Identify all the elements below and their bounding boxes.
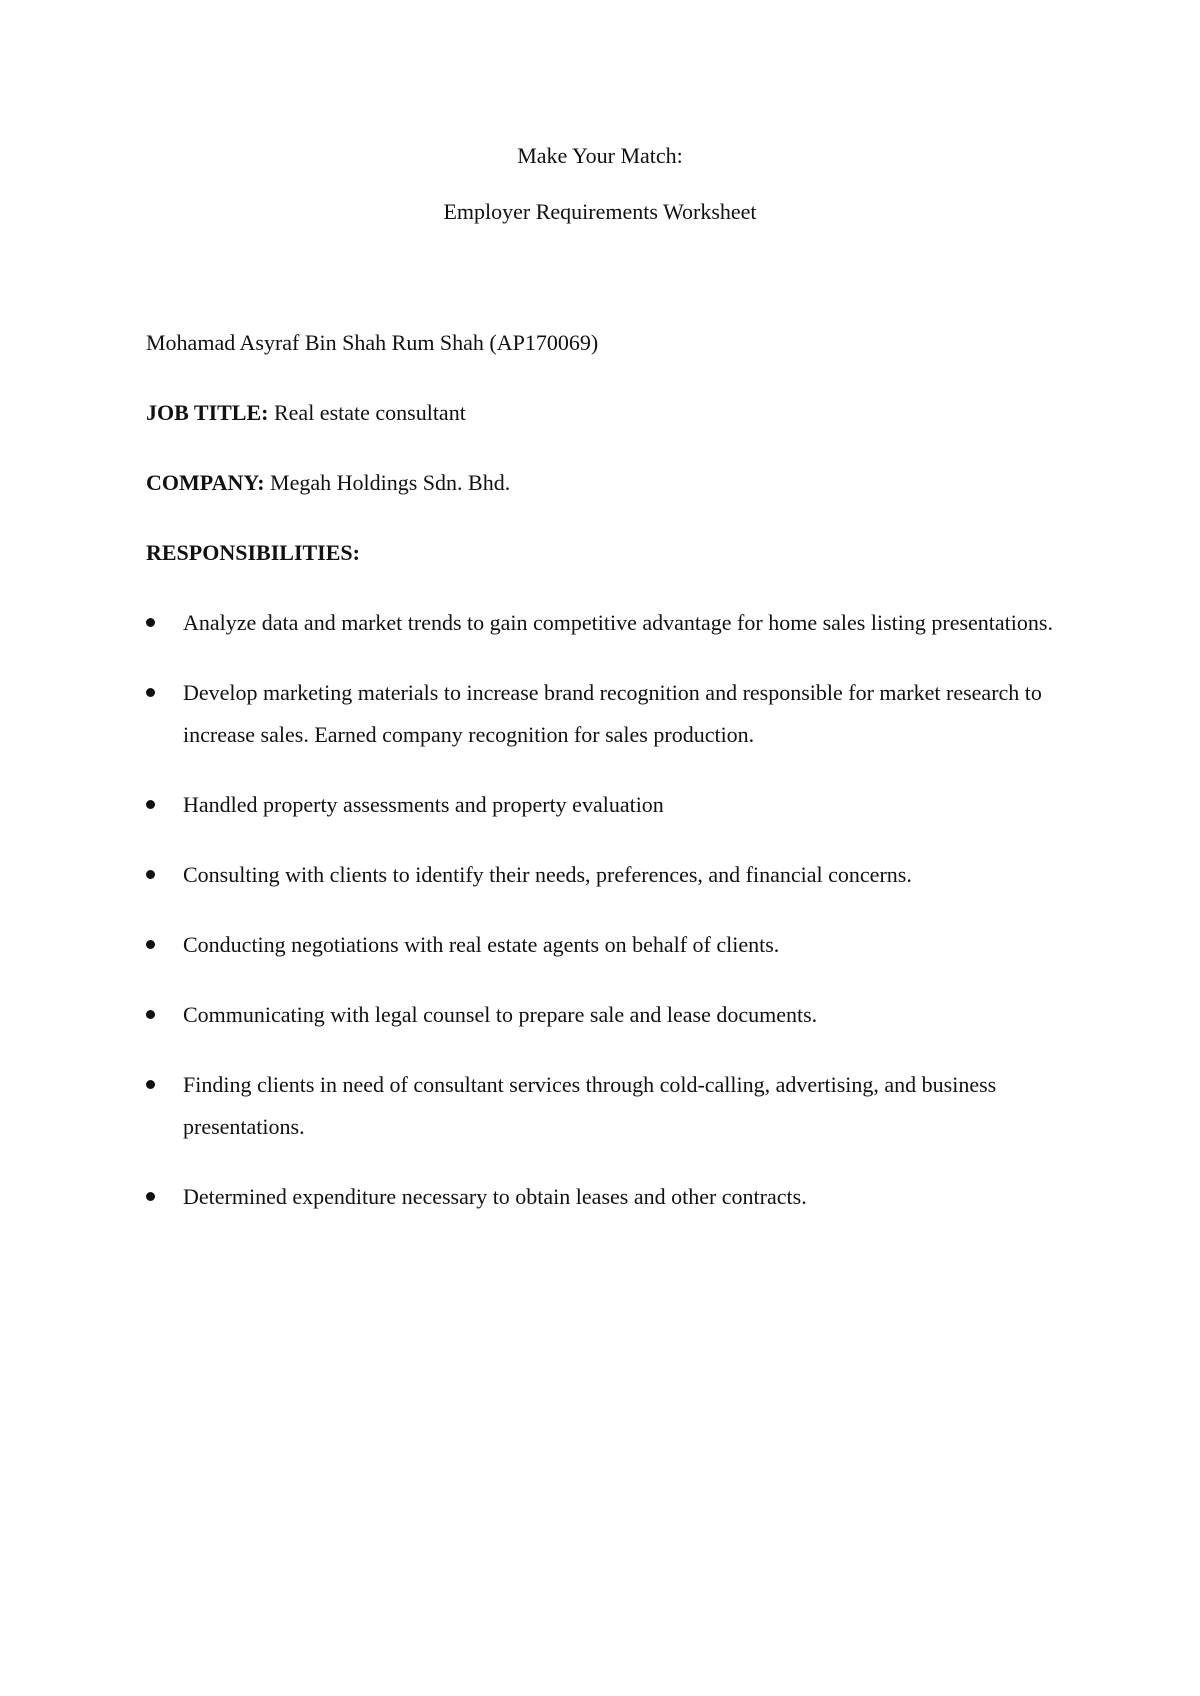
list-item-text: Determined expenditure necessary to obtain leases and other contracts.: [183, 1184, 807, 1209]
list-item-text: Consulting with clients to identify their needs, preferences, and financial concerns.: [183, 862, 912, 887]
bullet-icon: [146, 800, 155, 809]
company-line: [146, 470, 1056, 496]
list-item: [146, 784, 1056, 826]
job-title-line: [146, 400, 1056, 426]
job-title-value: Real estate consultant: [273, 400, 466, 425]
bullet-icon: [146, 1010, 155, 1019]
bullet-icon: [146, 870, 155, 879]
student-name: Mohamad Asyraf Bin Shah Rum Shah (AP170069): [146, 330, 599, 355]
bullet-icon: [146, 618, 155, 627]
responsibilities-list: [146, 602, 1056, 1218]
list-item-text: Handled property assessments and property evaluation: [183, 792, 664, 817]
bullet-icon: [146, 940, 155, 949]
document-title: [0, 143, 1200, 225]
list-item: [146, 1176, 1056, 1218]
company-value: Megah Holdings Sdn. Bhd.: [270, 470, 511, 495]
list-item-text: Develop marketing materials to increase brand recognition and responsible for market research to increase sales. Earned company recognition for sales production.: [183, 680, 1042, 747]
bullet-icon: [146, 688, 155, 697]
list-item-text: Finding clients in need of consultant services through cold-calling, advertising, and business presentations.: [183, 1072, 997, 1139]
responsibilities-heading: RESPONSIBILITIES:: [146, 540, 360, 565]
bullet-icon: [146, 1080, 155, 1089]
bullet-icon: [146, 1192, 155, 1201]
title-line-2: Employer Requirements Worksheet: [443, 199, 757, 224]
list-item: [146, 994, 1056, 1036]
list-item: [146, 672, 1056, 756]
list-item: [146, 854, 1056, 896]
document-body: [146, 330, 1056, 1246]
list-item: [146, 602, 1056, 644]
list-item-text: Conducting negotiations with real estate agents on behalf of clients.: [183, 932, 780, 957]
title-line-1: Make Your Match:: [517, 143, 683, 168]
company-label: COMPANY:: [146, 470, 265, 495]
list-item: [146, 1064, 1056, 1148]
list-item-text: Analyze data and market trends to gain competitive advantage for home sales listing presentations.: [183, 610, 1053, 635]
list-item: [146, 924, 1056, 966]
list-item-text: Communicating with legal counsel to prepare sale and lease documents.: [183, 1002, 818, 1027]
job-title-label: JOB TITLE:: [146, 400, 269, 425]
